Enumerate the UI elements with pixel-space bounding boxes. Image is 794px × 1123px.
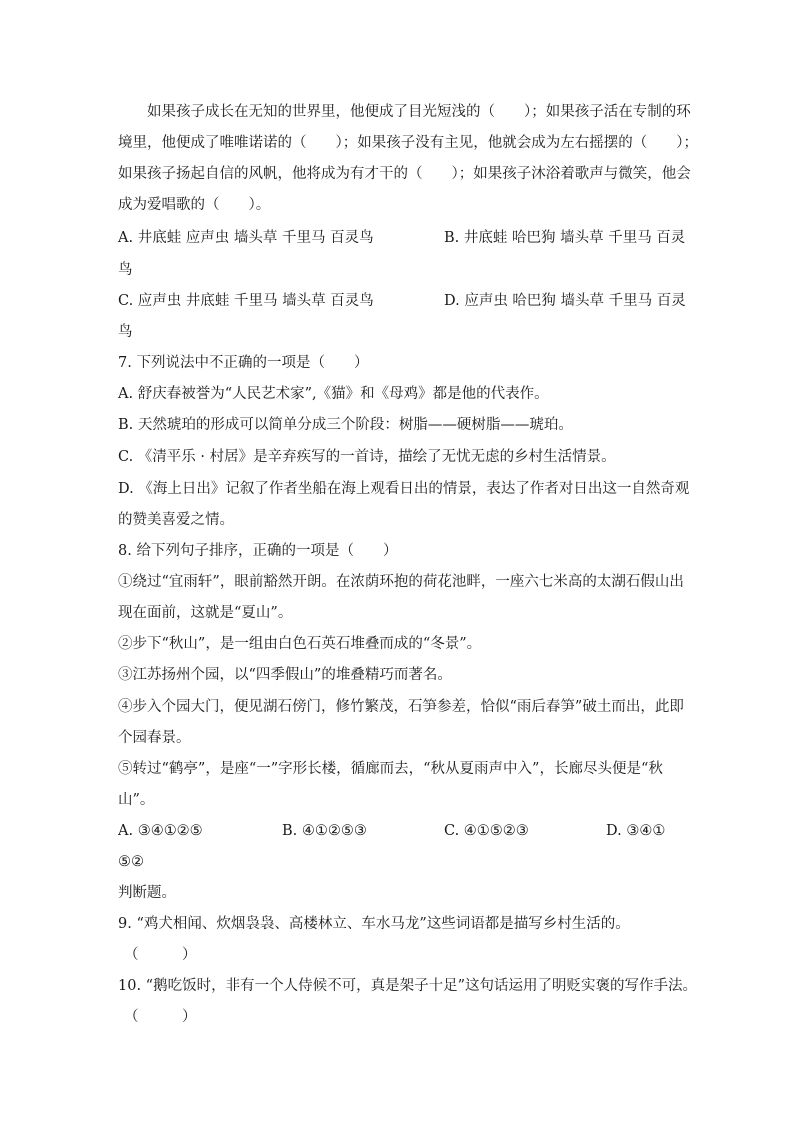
q7-option-d: D. 《海上日出》记叙了作者坐船在海上观看日出的情景，表达了作者对日出这一自然奇观 [118, 481, 690, 497]
q9-text: 9. “鸡犬相闻、炊烟袅袅、高楼林立、车水马龙”这些词语都是描写乡村生活的。 [118, 916, 630, 932]
q8-stem: 8. 给下列句子排序，正确的一项是（ ） [118, 543, 398, 559]
q7-option-b: B. 天然琥珀的形成可以简单分成三个阶段：树脂——硬树脂——琥珀。 [118, 417, 573, 433]
q6-option-b: B. 井底蛙 哈巴狗 墙头草 千里马 百灵 [444, 230, 686, 246]
q7-option-c: C. 《清平乐 · 村居》是辛弃疾写的一首诗，描绘了无忧无虑的乡村生活情景。 [118, 449, 616, 465]
q8-sentence-1-wrap: 现在面前，这就是“夏山”。 [118, 605, 293, 621]
q8-option-c: C. ④①⑤②③ [444, 823, 529, 839]
q8-sentence-4-wrap: 个园春景。 [118, 730, 191, 746]
judge-heading: 判断题。 [118, 885, 176, 901]
q10-text: 10. “鹅吃饭时，非有一个人侍候不可，真是架子十足”这句话运用了明贬实褒的写作手法。 [118, 978, 697, 994]
q9-answer-paren: （ ） [124, 947, 197, 963]
q7-option-d-wrap: 的赞美喜爱之情。 [118, 512, 234, 528]
q8-option-b: B. ④①②⑤③ [282, 823, 367, 839]
q8-option-a: A. ③④①②⑤ [118, 823, 203, 839]
q8-sentence-1: ①绕过“宜雨轩”，眼前豁然开朗。在浓荫环抱的荷花池畔，一座六七米高的太湖石假山出 [118, 574, 684, 590]
q6-option-d-wrap: 鸟 [118, 324, 133, 340]
q6-line-3: 如果孩子扬起自信的风帆，他将成为有才干的（ ）；如果孩子沐浴着歌声与微笑，他会 [118, 166, 691, 182]
q8-sentence-5: ⑤转过“鹤亭”，是座“一”字形长楼，循廊而去，“秋从夏雨声中入”，长廊尽头便是“秋 [118, 761, 663, 777]
q8-sentence-3: ③江苏扬州个园，以“四季假山”的堆叠精巧而著名。 [118, 667, 452, 683]
q7-stem: 7. 下列说法中不正确的一项是（ ） [118, 355, 369, 371]
q6-option-c: C. 应声虫 井底蛙 千里马 墙头草 百灵鸟 [118, 293, 374, 309]
q8-sentence-5-wrap: 山”。 [118, 792, 155, 808]
q6-option-a: A. 井底蛙 应声虫 墙头草 千里马 百灵鸟 [118, 230, 374, 246]
q6-line-2: 境里，他便成了唯唯诺诺的（ ）；如果孩子没有主见，他就会成为左右摇摆的（ ）； [118, 135, 698, 151]
q7-option-a: A. 舒庆春被誉为“人民艺术家”,《猫》和《母鸡》都是他的代表作。 [118, 386, 549, 402]
q10-answer-paren: （ ） [124, 1009, 197, 1025]
q8-sentence-4: ④步入个园大门，便见湖石傍门，修竹繁茂，石笋参差，恰似“雨后春笋”破土而出，此即 [118, 699, 684, 715]
q6-line-4: 成为爱唱歌的（ ）。 [118, 197, 271, 213]
q6-option-d: D. 应声虫 哈巴狗 墙头草 千里马 百灵 [444, 293, 686, 309]
q8-option-d-wrap: ⑤② [118, 854, 144, 870]
q8-option-d: D. ③④① [606, 823, 666, 839]
q6-option-b-wrap: 鸟 [118, 262, 133, 278]
q8-sentence-2: ②步下“秋山”，是一组由白色石英石堆叠而成的“冬景”。 [118, 636, 482, 652]
q6-line-1: 如果孩子成长在无知的世界里，他便成了目光短浅的（ ）；如果孩子活在专制的环 [147, 104, 691, 120]
